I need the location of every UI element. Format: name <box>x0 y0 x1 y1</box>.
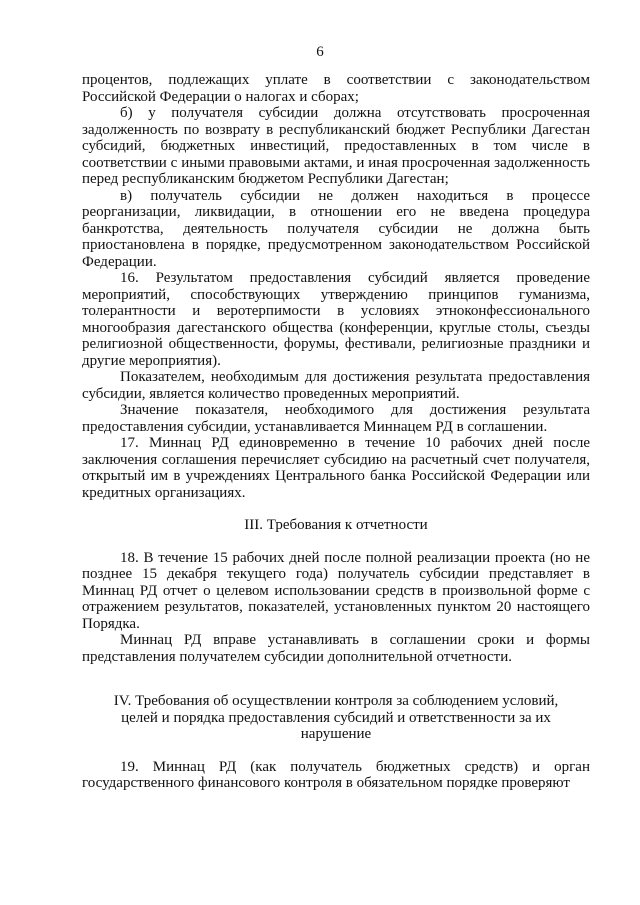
paragraph-19: 19. Миннац РД (как получатель бюджетных средств) и орган государственного финансового контроля в обязательном порядке проверяют <box>82 758 590 791</box>
paragraph-reporting: Миннац РД вправе устанавливать в соглашении сроки и формы представления получателем субсидии дополнительной отчетности. <box>82 632 590 665</box>
spacer <box>82 501 590 517</box>
section-heading-iii: III. Требования к отчетности <box>244 517 428 533</box>
page-number: 6 <box>316 44 324 60</box>
section-heading-iv-line1: IV. Требования об осуществлении контроля за соблюдением условий, <box>113 693 559 709</box>
section-heading-iv-line2: целей и порядка предоставления субсидий и ответственности за их <box>121 709 551 726</box>
spacer <box>82 534 590 550</box>
spacer <box>82 743 590 759</box>
paragraph-16: 16. Результатом предоставления субсидий является проведение мероприятий, способствующих утверждению принципов гуманизма, толерантности и веротерпимости в условиях этноконфессионального многообразия дагестанского общества (конференции, круглые столы, съезды религиозной общественности, форумы, фестивали, религиозные праздники и другие мероприятия). <box>82 270 590 369</box>
paragraph-17: 17. Миннац РД единовременно в течение 10 рабочих дней после заключения соглашения перечисляет субсидию на расчетный счет получателя, открытый им в учреждениях Центрального банка Российской Федерации или кредитных организациях. <box>82 435 590 501</box>
section-heading-iv-line3: нарушение <box>300 726 372 742</box>
spacer <box>82 665 590 693</box>
paragraph-taxes: процентов, подлежащих уплате в соответствии с законодательством Российской Федерации о налогах и сборах; <box>82 72 590 105</box>
paragraph-indicator: Показателем, необходимым для достижения результата предоставления субсидии, является количество проведенных мероприятий. <box>82 369 590 402</box>
paragraph-item-v: в) получатель субсидии не должен находиться в процессе реорганизации, ликвидации, в отношении его не введена процедура банкротства, деятельность получателя субсидии не должна быть приостановлена в порядке, предусмотренном законодательством Российской Федерации. <box>82 187 590 270</box>
paragraph-18: 18. В течение 15 рабочих дней после полной реализации проекта (но не позднее 15 декабря текущего года) получатель субсидии представляет в Миннац РД отчет о целевом использовании средств в произвольной форме с отражением результатов, показателей, установленных пунктом 20 настоящего Порядка. <box>82 549 590 632</box>
paragraph-item-b: б) у получателя субсидии должна отсутствовать просроченная задолженность по возврату в республиканский бюджет Республики Дагестан субсидий, бюджетных инвестиций, предоставленных в том числе в соответствии с иными правовыми актами, и иная просроченная задолженность перед республиканским бюджетом Республики Дагестан; <box>82 105 590 187</box>
paragraph-indicator-value: Значение показателя, необходимого для достижения результата предоставления субсидии, устанавливается Миннацем РД в соглашении. <box>82 402 590 435</box>
document-body <box>82 72 590 792</box>
